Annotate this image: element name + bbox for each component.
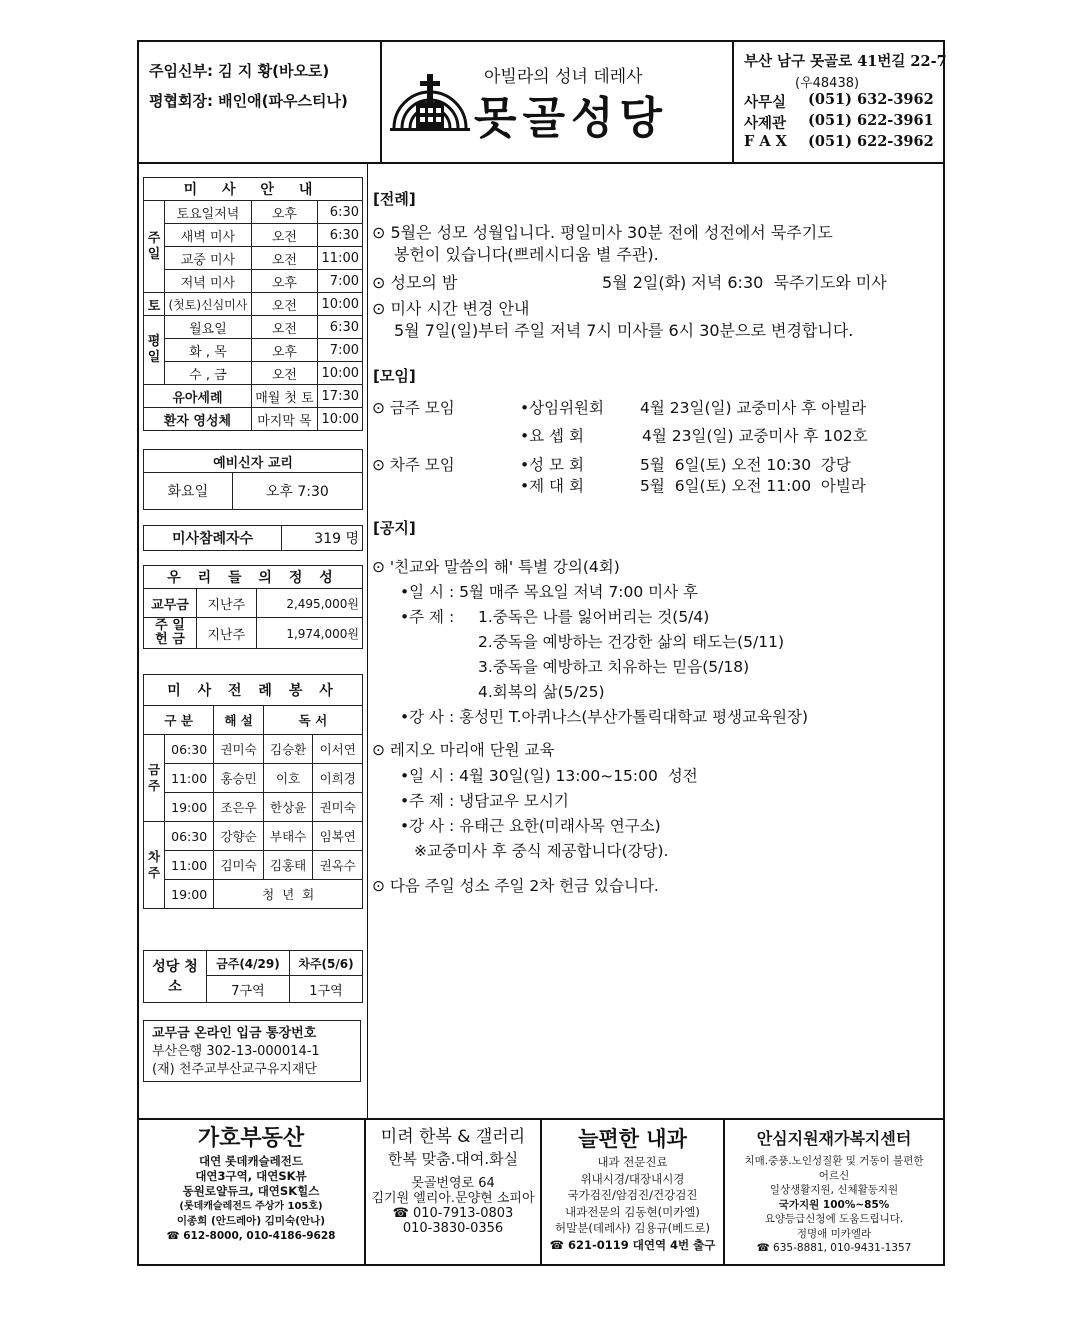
mass-ampm: 오후	[251, 339, 317, 362]
attendance-label: 미사참례자수	[144, 526, 282, 551]
patient-communion-when: 마지막 목	[251, 408, 317, 431]
ad-real-estate	[139, 1124, 363, 1264]
ad-line: 일상생활지원, 신체활동지원	[769, 1184, 899, 1196]
ad-title: 미려 한복 & 갤러리	[380, 1127, 526, 1147]
saturday-label: 토	[144, 293, 165, 316]
meeting-when: 5월 6일(토) 오전 10:30 강당	[640, 456, 851, 474]
ad-line: ☎ 621-0119 대연역 4번 출구	[549, 1237, 716, 1252]
ad-line: 내과 전문진료	[597, 1155, 668, 1169]
meeting-when: 4월 23일(일) 교중미사 후 아빌라	[640, 399, 867, 417]
legio-when: •일 시 : 4월 30일(일) 13:00~15:00 성전	[400, 767, 698, 785]
lecture-topic: 3.중독을 예방하고 치유하는 믿음(5/18)	[478, 658, 750, 676]
mass-time: 6:30	[318, 201, 363, 224]
mass-ampm: 오전	[251, 247, 317, 270]
server-time: 06:30	[165, 735, 214, 764]
liturgy-item-2-label: ⊙ 성모의 밤	[372, 273, 458, 292]
catechumen-table	[143, 449, 363, 510]
column-divider	[367, 163, 368, 1119]
server-time: 19:00	[165, 793, 214, 822]
mass-time: 10:00	[318, 362, 363, 385]
ad-line: ☎ 635-8881, 010-9431-1357	[756, 1242, 912, 1254]
lecture-speaker: •강 사 : 홍성민 T.아퀴나스(부산가톨릭대학교 평생교육원장)	[400, 708, 809, 726]
mass-time: 6:30	[318, 316, 363, 339]
server-reader: 이호	[263, 764, 313, 793]
liturgy-item-1-line2: 봉헌이 있습니다(쁘레시디움 별 주관).	[394, 245, 659, 264]
mass-name: 토요일저녁	[165, 201, 252, 224]
server-reader: 권미숙	[313, 793, 363, 822]
account-box	[143, 1020, 361, 1082]
patient-communion-time: 10:00	[318, 408, 363, 431]
server-reader: 김승환	[263, 735, 313, 764]
infant-baptism-time: 17:30	[318, 385, 363, 408]
mass-name: (첫토)신심미사	[165, 293, 252, 316]
offering-table	[143, 565, 363, 649]
liturgy-item-2-detail: 5월 2일(화) 저녁 6:30 묵주기도와 미사	[602, 273, 887, 292]
contact-rectory-value: (051) 622-3961	[808, 112, 934, 129]
mass-name: 새벽 미사	[165, 224, 252, 247]
account-holder: (재) 천주교부산교구유지재단	[152, 1062, 317, 1077]
meeting-name: •제 대 회	[520, 477, 584, 495]
attendance-table	[143, 525, 363, 551]
server-reader: 부태수	[263, 822, 313, 851]
ad-spacer	[366, 1168, 540, 1176]
liturgy-item-3-line2: 5월 7일(일)부터 주일 저녁 7시 미사를 6시 30분으로 변경합니다.	[394, 321, 854, 340]
server-time: 06:30	[165, 822, 214, 851]
meeting-name: •성 모 회	[520, 456, 584, 474]
church-subtitle: 아빌라의 성녀 데레사	[484, 67, 643, 87]
server-reader: 이서연	[313, 735, 363, 764]
servers-table	[143, 674, 363, 909]
catechumen-time: 오후 7:30	[232, 473, 362, 510]
lecture-topic: 4.회복의 삶(5/25)	[478, 683, 605, 701]
next-week-label: 차주	[144, 822, 165, 909]
servers-header-division: 구 분	[144, 706, 214, 735]
ad-line: (롯데캐슬레전드 주상가 105호)	[179, 1201, 323, 1212]
cleaning-this-week: 7구역	[207, 976, 290, 1003]
meetings-next-week-label: ⊙ 차주 모임	[372, 456, 455, 474]
liturgy-heading: [전례]	[373, 190, 416, 208]
mass-name: 월요일	[165, 316, 252, 339]
ad-line: 동원로얄듀크, 대연SK힐스	[182, 1184, 320, 1198]
meeting-name: •요 셉 회	[520, 427, 584, 445]
this-week-label: 금주	[144, 735, 165, 822]
meetings-heading: [모임]	[373, 367, 416, 385]
offering-amount: 2,495,000원	[256, 589, 362, 618]
offering-label: 교무금	[144, 589, 197, 618]
server-reader: 임복연	[313, 822, 363, 851]
meetings-this-week-label: ⊙ 금주 모임	[372, 399, 455, 417]
ad-line: 국가검진/암검진/건강검진	[567, 1188, 698, 1202]
liturgy-item-3-line1: ⊙ 미사 시간 변경 안내	[372, 299, 530, 318]
server-commentator: 조은우	[214, 793, 264, 822]
server-commentator: 강향순	[214, 822, 264, 851]
legio-title: ⊙ 레지오 마리애 단원 교육	[372, 741, 555, 759]
mass-ampm: 오전	[251, 224, 317, 247]
account-title: 교무금 온라인 입금 통장번호	[152, 1026, 317, 1041]
council-president: 평협회장: 배인애(파우스티나)	[149, 92, 348, 110]
contact-office-value: (051) 632-3962	[808, 91, 934, 108]
server-time: 11:00	[165, 851, 214, 880]
server-time: 11:00	[165, 764, 214, 793]
ad-line: 못골번영로 64	[411, 1176, 495, 1191]
postcode: (우48438)	[795, 76, 860, 91]
offering-period: 지난주	[197, 618, 257, 649]
legio-speaker: •강 사 : 유태근 요한(미래사목 연구소)	[400, 817, 661, 835]
ad-line: 한복 맞춤.대여.화실	[387, 1150, 519, 1168]
ad-line: 대연3구역, 대연SK뷰	[195, 1169, 307, 1183]
offering-label: 주 일 헌 금	[144, 618, 197, 649]
contact-fax-label: F A X	[744, 133, 787, 150]
mass-ampm: 오전	[251, 362, 317, 385]
mass-time: 6:30	[318, 224, 363, 247]
server-reader: 이희경	[313, 764, 363, 793]
ad-line: ☎ 010-7913-0803	[392, 1206, 514, 1221]
server-commentator: 권미숙	[214, 735, 264, 764]
server-time: 19:00	[165, 880, 214, 909]
attendance-value: 319 명	[282, 526, 363, 551]
lecture-topic: 2.중독을 예방하는 건강한 삶의 태도는(5/11)	[478, 633, 784, 651]
notices-heading: [공지]	[373, 519, 416, 537]
address: 부산 남구 못골로 41번길 22-7	[744, 53, 947, 70]
church-logo-icon	[390, 70, 470, 132]
server-commentator: 홍승민	[214, 764, 264, 793]
cleaning-label: 성당 청소	[144, 951, 207, 1003]
infant-baptism-label: 유아세례	[144, 385, 252, 408]
lecture-when: •일 시 : 5월 매주 목요일 저녁 7:00 미사 후	[400, 583, 699, 601]
second-collection-notice: ⊙ 다음 주일 성소 주일 2차 헌금 있습니다.	[372, 877, 659, 895]
legio-note: ※교중미사 후 중식 제공합니다(강당).	[414, 842, 669, 860]
mass-name: 화 , 목	[165, 339, 252, 362]
ad-hanbok	[366, 1124, 540, 1264]
lecture-topic-label: •주 제 :	[400, 608, 455, 626]
ad-welfare-center	[725, 1124, 943, 1264]
header-right-divider	[732, 40, 734, 163]
server-reader: 한상윤	[263, 793, 313, 822]
servers-header-reader: 독 서	[263, 706, 362, 735]
ad-line: 위내시경/대장내시경	[580, 1171, 685, 1186]
ad-line: 대연 롯데캐슬레전드	[199, 1154, 303, 1168]
pastor-name: 주임신부: 김 지 황(바오로)	[149, 62, 330, 80]
ad-line: 국가지원 100%~85%	[778, 1198, 890, 1211]
ad-title: 가호부동산	[197, 1126, 305, 1151]
offering-title: 우 리 들 의 정 성	[144, 566, 363, 589]
mass-time: 7:00	[318, 339, 363, 362]
ad-line: 내과전문의 김동현(미카엘)	[565, 1204, 700, 1219]
account-bank: 부산은행 302-13-000014-1	[152, 1044, 320, 1059]
meeting-name: •상임위원회	[520, 399, 605, 417]
server-reader: 권옥수	[313, 851, 363, 880]
mass-name: 수 , 금	[165, 362, 252, 385]
ad-line: 허말분(데레사) 김용규(베드로)	[555, 1221, 710, 1235]
ad-title: 안심지원재가복지센터	[756, 1129, 912, 1148]
mass-name: 저녁 미사	[165, 270, 252, 293]
cleaning-this-week-header: 금주(4/29)	[207, 951, 290, 976]
ad-line: 이종희 (안드레아) 김미숙(안나)	[176, 1215, 326, 1227]
ad-line: 김기원 엘리아.문양현 소피아	[371, 1191, 535, 1206]
ad-line: ☎ 612-8000, 010-4186-9628	[166, 1230, 336, 1242]
infant-baptism-when: 매월 첫 토	[251, 385, 317, 408]
header-left-divider	[380, 40, 382, 163]
liturgy-item-1-line1: ⊙ 5월은 성모 성월입니다. 평일미사 30분 전에 성전에서 묵주기도	[372, 223, 833, 242]
mass-schedule-title: 미 사 안 내	[144, 178, 363, 201]
mass-ampm: 오후	[251, 270, 317, 293]
patient-communion-label: 환자 영성체	[144, 408, 252, 431]
mass-time: 7:00	[318, 270, 363, 293]
mass-schedule-table	[143, 177, 363, 431]
church-name: 못골성당	[474, 93, 669, 144]
servers-header-commentator: 해 설	[214, 706, 264, 735]
ad-line: 010-3830-0356	[402, 1221, 504, 1236]
offering-period: 지난주	[197, 589, 257, 618]
mass-ampm: 오전	[251, 316, 317, 339]
header-divider	[137, 162, 945, 164]
mass-time: 11:00	[318, 247, 363, 270]
server-reader: 김홍태	[263, 851, 313, 880]
mass-ampm: 오전	[251, 293, 317, 316]
cleaning-next-week: 1구역	[289, 976, 362, 1003]
cleaning-next-week-header: 차주(5/6)	[289, 951, 362, 976]
catechumen-title: 예비신자 교리	[144, 450, 363, 473]
mass-name: 교중 미사	[165, 247, 252, 270]
ad-line: 정명애 미카엘라	[796, 1227, 872, 1240]
servers-title: 미 사 전 례 봉 사	[144, 675, 363, 706]
ad-internal-medicine	[542, 1124, 723, 1264]
ad-title: 늘편한 내과	[578, 1127, 687, 1151]
meeting-when: 5월 6일(토) 오전 11:00 아빌라	[640, 477, 866, 495]
ad-line: 치매.중풍.노인성질환 및 거동이 불편한	[744, 1155, 924, 1167]
sunday-label: 주일	[144, 201, 165, 293]
server-commentator: 김미숙	[214, 851, 264, 880]
lecture-topic: 1.중독은 나를 잃어버리는 것(5/4)	[478, 608, 710, 626]
offering-amount: 1,974,000원	[256, 618, 362, 649]
contact-fax-value: (051) 622-3962	[808, 133, 934, 150]
youth-group: 청 년 회	[214, 880, 363, 909]
contact-office-label: 사무실	[744, 94, 787, 111]
mass-ampm: 오후	[251, 201, 317, 224]
lecture-title: ⊙ '친교와 말씀의 해' 특별 강의(4회)	[372, 558, 620, 576]
catechumen-day: 화요일	[144, 473, 233, 510]
ad-line: 어르신	[818, 1169, 850, 1182]
contact-rectory-label: 사제관	[744, 115, 787, 132]
legio-topic: •주 제 : 냉담교우 모시기	[400, 792, 569, 810]
weekday-label: 평일	[144, 316, 165, 385]
cleaning-table	[143, 950, 363, 1003]
ad-line: 요양등급신청에 도움드립니다.	[764, 1213, 904, 1225]
mass-time: 10:00	[318, 293, 363, 316]
meeting-when: 4월 23일(일) 교중미사 후 102호	[642, 427, 868, 445]
